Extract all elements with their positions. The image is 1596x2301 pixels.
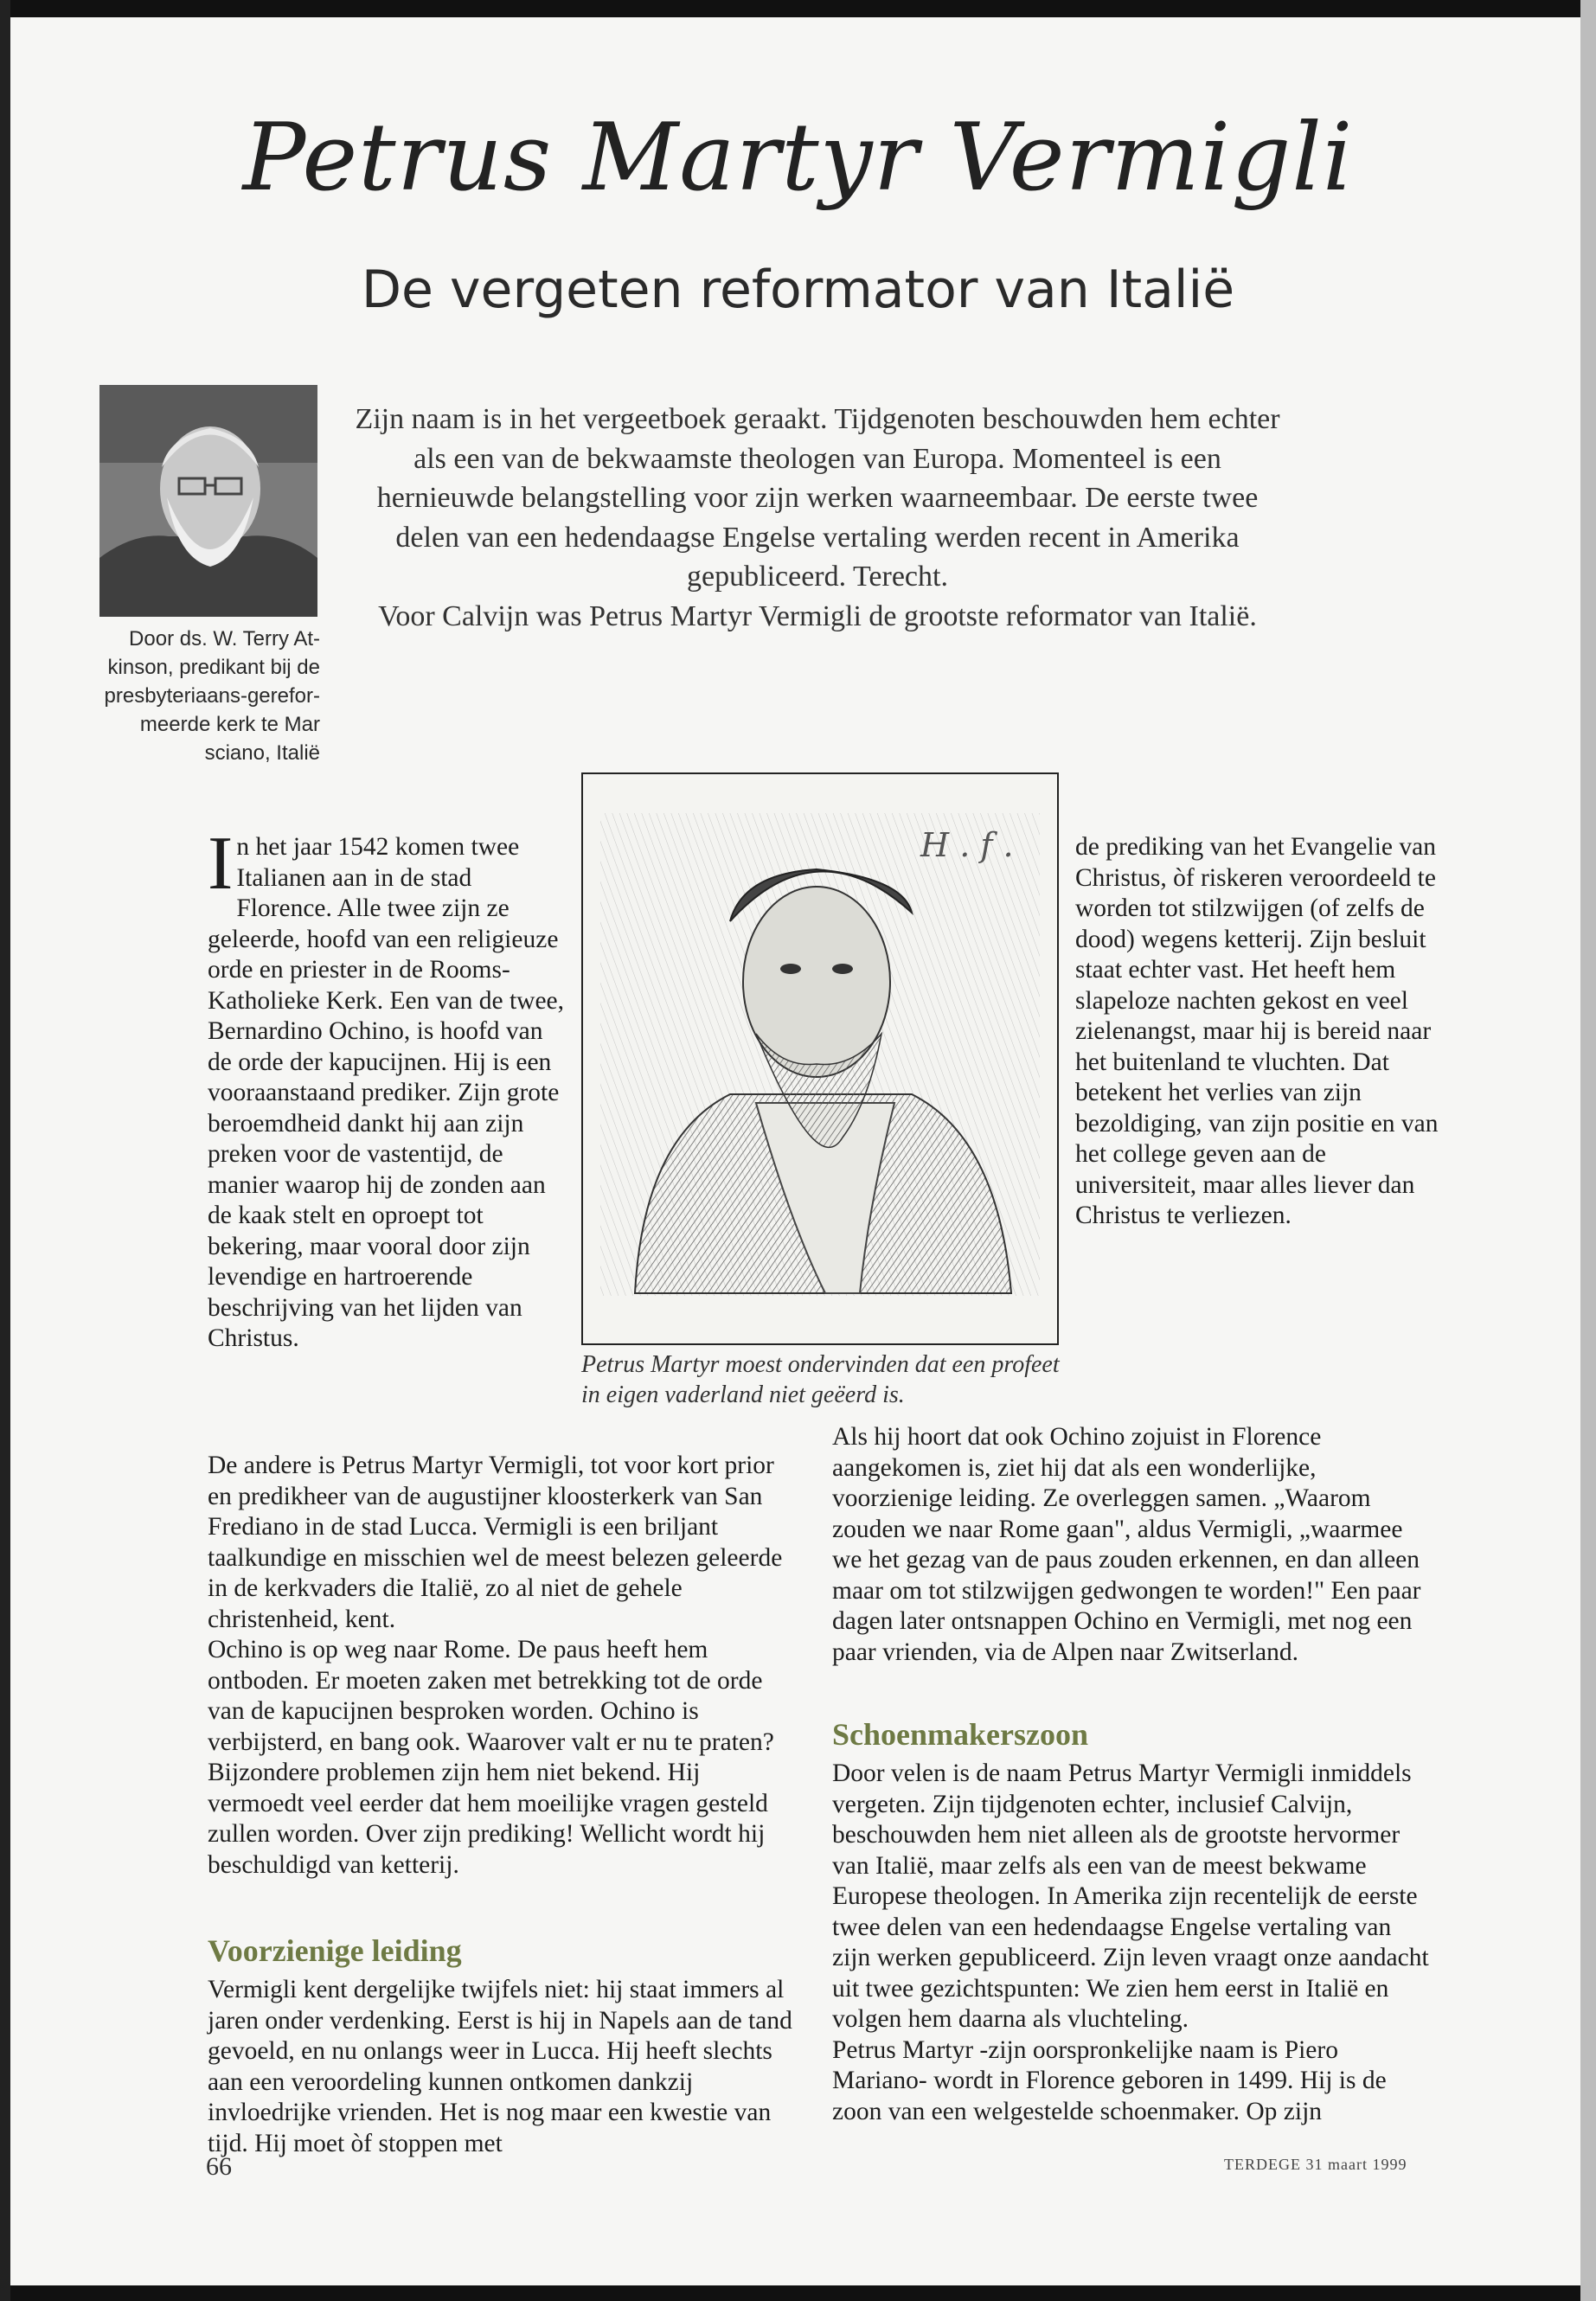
portrait-figure (581, 772, 1059, 1345)
article-column-1-continued (208, 1451, 796, 1881)
article-intro (355, 400, 1280, 636)
article-subtitle: De vergeten reformator van Italië (361, 260, 1235, 320)
intro-text: Zijn naam is in het vergeetboek geraakt. Tijdgenoten beschouwden hem echter als een van de bekwaamste theologen van Europa. Momenteel is een hernieuwde belangstelling voor zijn werken waarneembaar. De eerste twee delen van een hedendaagse Engelse vertaling werden recent in Amerika gepubliceerd. Terecht. (355, 403, 1280, 593)
author-photo (99, 385, 317, 617)
page-folio: TERDEGE 31 maart 1999 (1224, 2156, 1407, 2173)
drop-cap: I (208, 822, 234, 906)
section-heading-leiding: Voorzienige leiding (208, 1933, 462, 1968)
page-number: 66 (206, 2152, 232, 2181)
article-column-3 (1075, 832, 1447, 1232)
section-heading-schoenmakerszoon: Schoenmakerszoon (832, 1717, 1088, 1752)
paragraph-vermigli: De andere is Petrus Martyr Vermigli, tot voor kort prior en predikheer van de augustijner kloosterkerk van San Frediano in de stad Lucca. Vermigli is een briljant taalkundige en misschien wel de meest belezen geleerde in de kerkvaders die Italië, zo al niet de gehele christenheid, kent. (208, 1452, 783, 1633)
page-frame-top (0, 0, 1596, 17)
portrait-monogram: H . f . (920, 826, 1014, 864)
author-caption: Door ds. W. Terry At-kinson, predikant bij de presbyteriaans-gerefor-meerde kerk te Mar sciano, Italië (104, 627, 320, 765)
article-column-2 (832, 1422, 1429, 1668)
section-schoenmakerszoon (832, 1715, 1429, 2127)
section-voorzienige-leiding (208, 1932, 796, 2159)
paragraph-geboorte: Petrus Martyr -zijn oorspronkelijke naam is Piero Mariano- wordt in Florence geboren in 1499. Hij is de zoon van een welgestelde schoenmaker. Op zijn (832, 2035, 1387, 2125)
page-frame-bottom (0, 2285, 1596, 2301)
article-column-1 (208, 822, 571, 1355)
paragraph-twijfels: Vermigli kent dergelijke twijfels niet: hij staat immers al jaren onder verdenking. Eerst is hij in Napels aan de tand gevoeld, en nu onlangs weer in Lucca. Hij heeft slechts aan een veroordeling kunnen ontkomen dankzij invloedrijke vrienden. Het is nog maar een kwestie van tijd. Hij moet òf stoppen met (208, 1976, 792, 2157)
paragraph-opening: n het jaar 1542 komen twee Italianen aan in de stad Florence. Alle twee zijn ze geleerde, hoofd van een religieuze orde en priester in de Rooms-Katholieke Kerk. Een van de twee, Bernardino Ochino, is hoofd van de orde der kapucijnen. Hij is een vooraanstaand prediker. Zijn grote beroemdheid dankt hij aan zijn preken voor de vastentijd, de manier waarop hij de zonden aan de kaak stelt en oproept tot bekering, maar vooral door zijn levendige en hartroerende beschrijving van het lijden van Christus. (208, 833, 565, 1352)
paragraph-prediking: de prediking van het Evangelie van Christus, òf riskeren veroordeeld te worden tot stilzwijgen (of zelfs de dood) wegens ketterij. Zijn besluit staat echter vast. Het heeft hem slapeloze nachten gekost en veel zielenangst, maar hij is bereid naar het buitenland te vluchten. Dat betekent het verlies van zijn bezoldiging, van zijn positie en van het college geven aan de universiteit, maar alles liever dan Christus te verliezen. (1075, 833, 1439, 1229)
paragraph-leiding: Als hij hoort dat ook Ochino zojuist in Florence aangekomen is, ziet hij dat als een wonderlijke, voorzienige leiding. Ze overleggen samen. „Waarom zouden we naar Rome gaan", aldus Vermigli, „waarmee we het gezag van de paus zouden erkennen, en dan alleen maar om tot stilzwijgen gedwongen te worden!" Een paar dagen later ontsnappen Ochino en Vermigli, met nog een paar vrienden, via de Alpen naar Zwitserland. (832, 1423, 1421, 1666)
article-title: Petrus Martyr Vermigli (242, 104, 1354, 212)
paragraph-ochino: Ochino is op weg naar Rome. De paus heeft hem ontboden. Er moeten zaken met betrekking tot de orde van de kapucijnen besproken worden. Ochino is verbijsterd, en bang ook. Waarover valt er nu te praten? Bijzondere problemen zijn hem niet bekend. Hij vermoedt veel eerder dat hem moeilijke vragen gesteld zullen worden. Over zijn prediking! Wellicht wordt hij beschuldigd van ketterij. (208, 1636, 774, 1879)
page-frame-left (0, 0, 10, 2301)
paragraph-vergeten: Door velen is de naam Petrus Martyr Vermigli inmiddels vergeten. Zijn tijdgenoten echter, inclusief Calvijn, beschouwden hem niet alleen als de grootste hervormer van Italië, maar zelfs als een van de meest bekwame Europese theologen. In Amerika zijn recentelijk de eerste twee delen van een hedendaagse Engelse vertaling van zijn werken gepubliceerd. Zijn leven vraagt onze aandacht uit twee gezichtspunten: We zien hem eerst in Italië en volgen hem daarna als vluchteling. (832, 1759, 1429, 2033)
portrait-caption: Petrus Martyr moest ondervinden dat een profeet in eigen vaderland niet geëerd is. (581, 1351, 1060, 1408)
page-frame-right (1580, 0, 1596, 2301)
intro-closing: Voor Calvijn was Petrus Martyr Vermigli de grootste reformator van Italië. (378, 599, 1257, 632)
